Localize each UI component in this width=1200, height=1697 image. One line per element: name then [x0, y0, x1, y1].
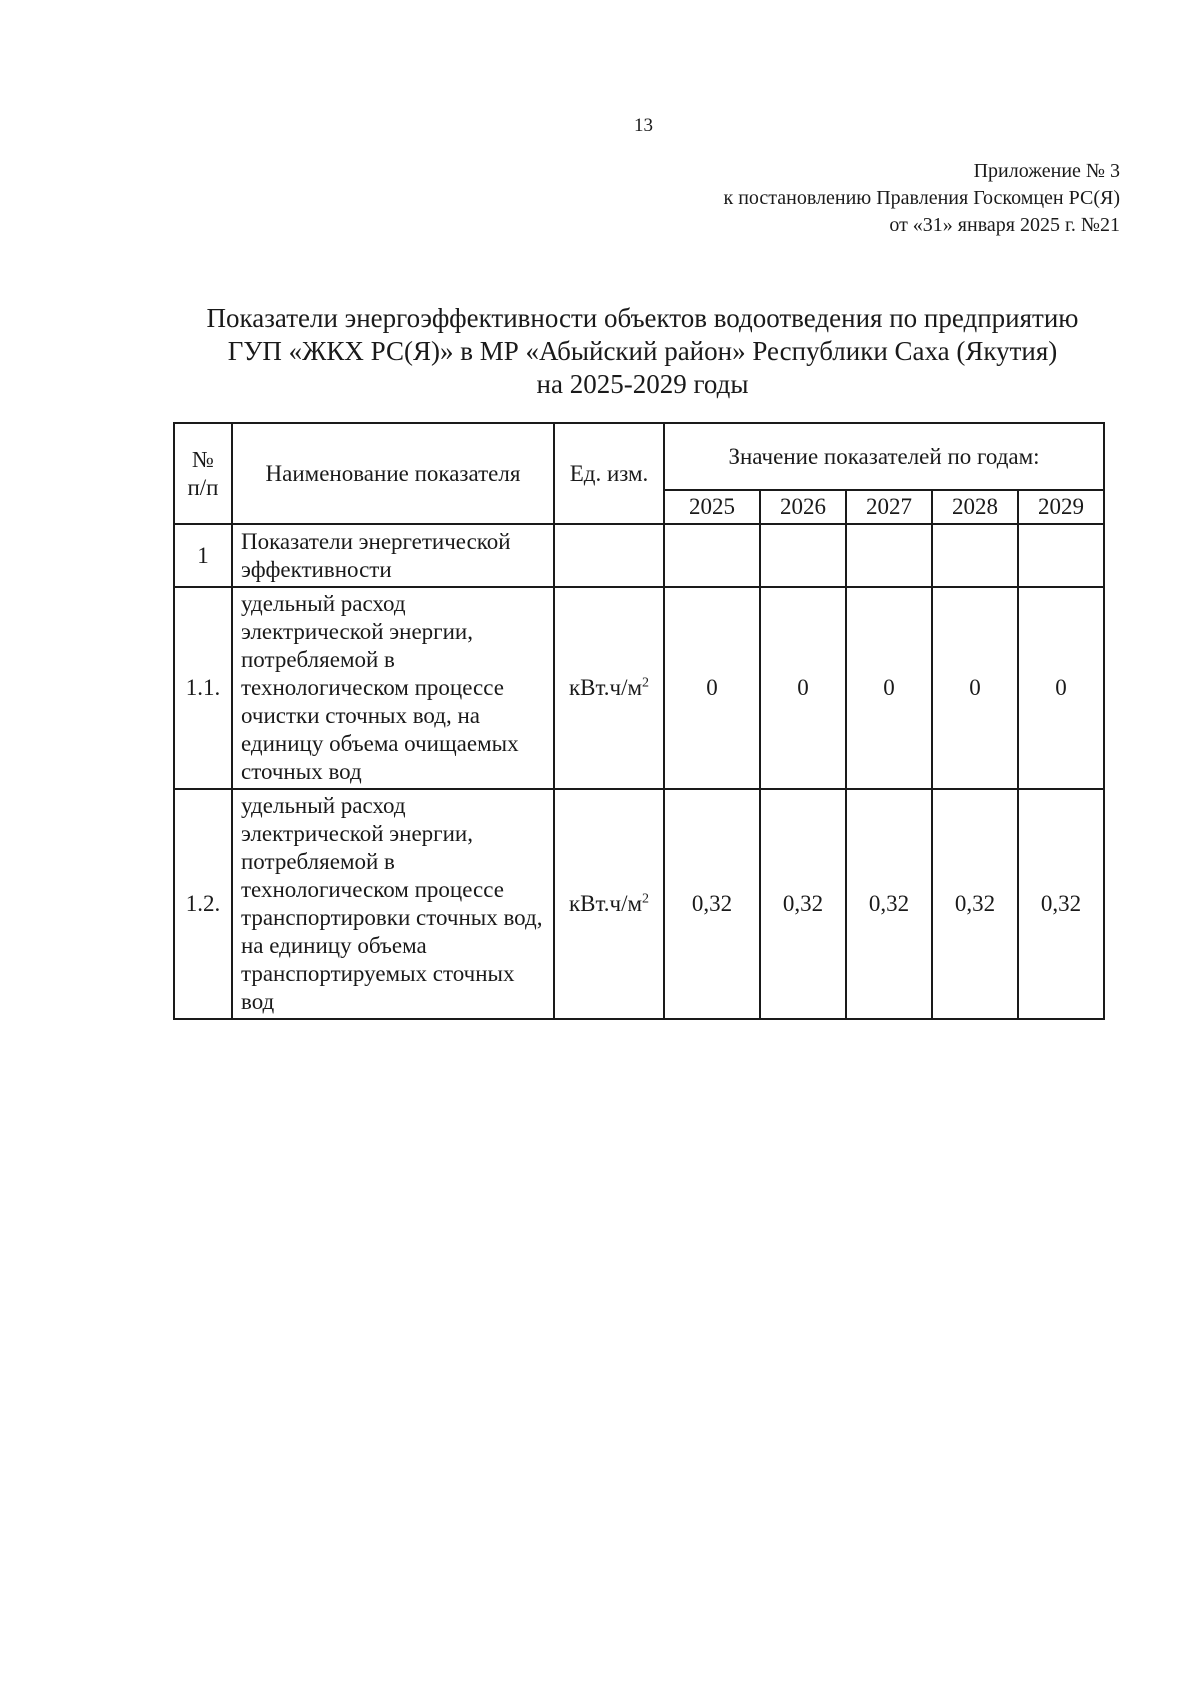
- row-num: 1.2.: [174, 789, 232, 1019]
- annex-line-3: от «31» января 2025 г. №21: [889, 214, 1120, 236]
- row-value: 0,32: [932, 789, 1018, 1019]
- indicators-table: [173, 422, 1105, 1020]
- row-value: 0,32: [1018, 789, 1104, 1019]
- table-row: [174, 587, 1104, 789]
- header-num-symbol: №: [192, 446, 214, 472]
- row-value: [846, 524, 932, 587]
- header-name: Наименование показателя: [232, 423, 554, 524]
- row-value: [664, 524, 760, 587]
- title-line-1: Показатели энергоэффективности объектов водоотведения по предприятию: [206, 303, 1079, 333]
- row-value: [932, 524, 1018, 587]
- row-value: 0: [1018, 587, 1104, 789]
- row-name: удельный расход электрической энергии, потребляемой в технологическом процессе транспортировки сточных вод, на единицу объема транспортируемых сточных вод: [232, 789, 554, 1019]
- row-num: 1: [174, 524, 232, 587]
- row-unit: [554, 524, 664, 587]
- row-num: 1.1.: [174, 587, 232, 789]
- row-unit: [554, 789, 664, 1019]
- header-year: 2029: [1018, 490, 1104, 524]
- header-year: 2026: [760, 490, 846, 524]
- row-unit-sup: 2: [642, 675, 650, 691]
- row-value: [760, 524, 846, 587]
- row-value: 0,32: [664, 789, 760, 1019]
- row-value: 0,32: [760, 789, 846, 1019]
- row-value: 0: [846, 587, 932, 789]
- row-value: 0: [760, 587, 846, 789]
- annex-line-1: Приложение № 3: [973, 160, 1120, 182]
- row-unit-base: кВт.ч/м: [568, 675, 643, 700]
- table-row: [174, 524, 1104, 587]
- annex-block: [723, 158, 1120, 239]
- row-name: удельный расход электрической энергии, потребляемой в технологическом процессе очистки сточных вод, на единицу объема очищаемых сточных вод: [232, 587, 554, 789]
- row-name: Показатели энергетической эффективности: [232, 524, 554, 587]
- header-unit: Ед. изм.: [554, 423, 664, 524]
- page-number: 13: [634, 115, 653, 136]
- row-value: [1018, 524, 1104, 587]
- row-unit: [554, 587, 664, 789]
- header-row: [174, 423, 1104, 490]
- row-value: 0,32: [846, 789, 932, 1019]
- header-year: 2028: [932, 490, 1018, 524]
- row-value: 0: [932, 587, 1018, 789]
- header-year: 2027: [846, 490, 932, 524]
- document-title: [150, 302, 1135, 401]
- header-num-abbr: п/п: [187, 474, 219, 500]
- row-unit-base: кВт.ч/м: [568, 891, 643, 916]
- annex-line-2: к постановлению Правления Госкомцен РС(Я): [723, 187, 1120, 209]
- row-value: 0: [664, 587, 760, 789]
- header-year: 2025: [664, 490, 760, 524]
- table-row: [174, 789, 1104, 1019]
- row-unit-sup: 2: [642, 891, 650, 907]
- header-values: Значение показателей по годам:: [664, 423, 1104, 490]
- header-num: [174, 423, 232, 524]
- title-line-3: на 2025-2029 годы: [536, 369, 749, 399]
- title-line-2: ГУП «ЖКХ РС(Я)» в МР «Абыйский район» Республики Саха (Якутия): [227, 336, 1058, 366]
